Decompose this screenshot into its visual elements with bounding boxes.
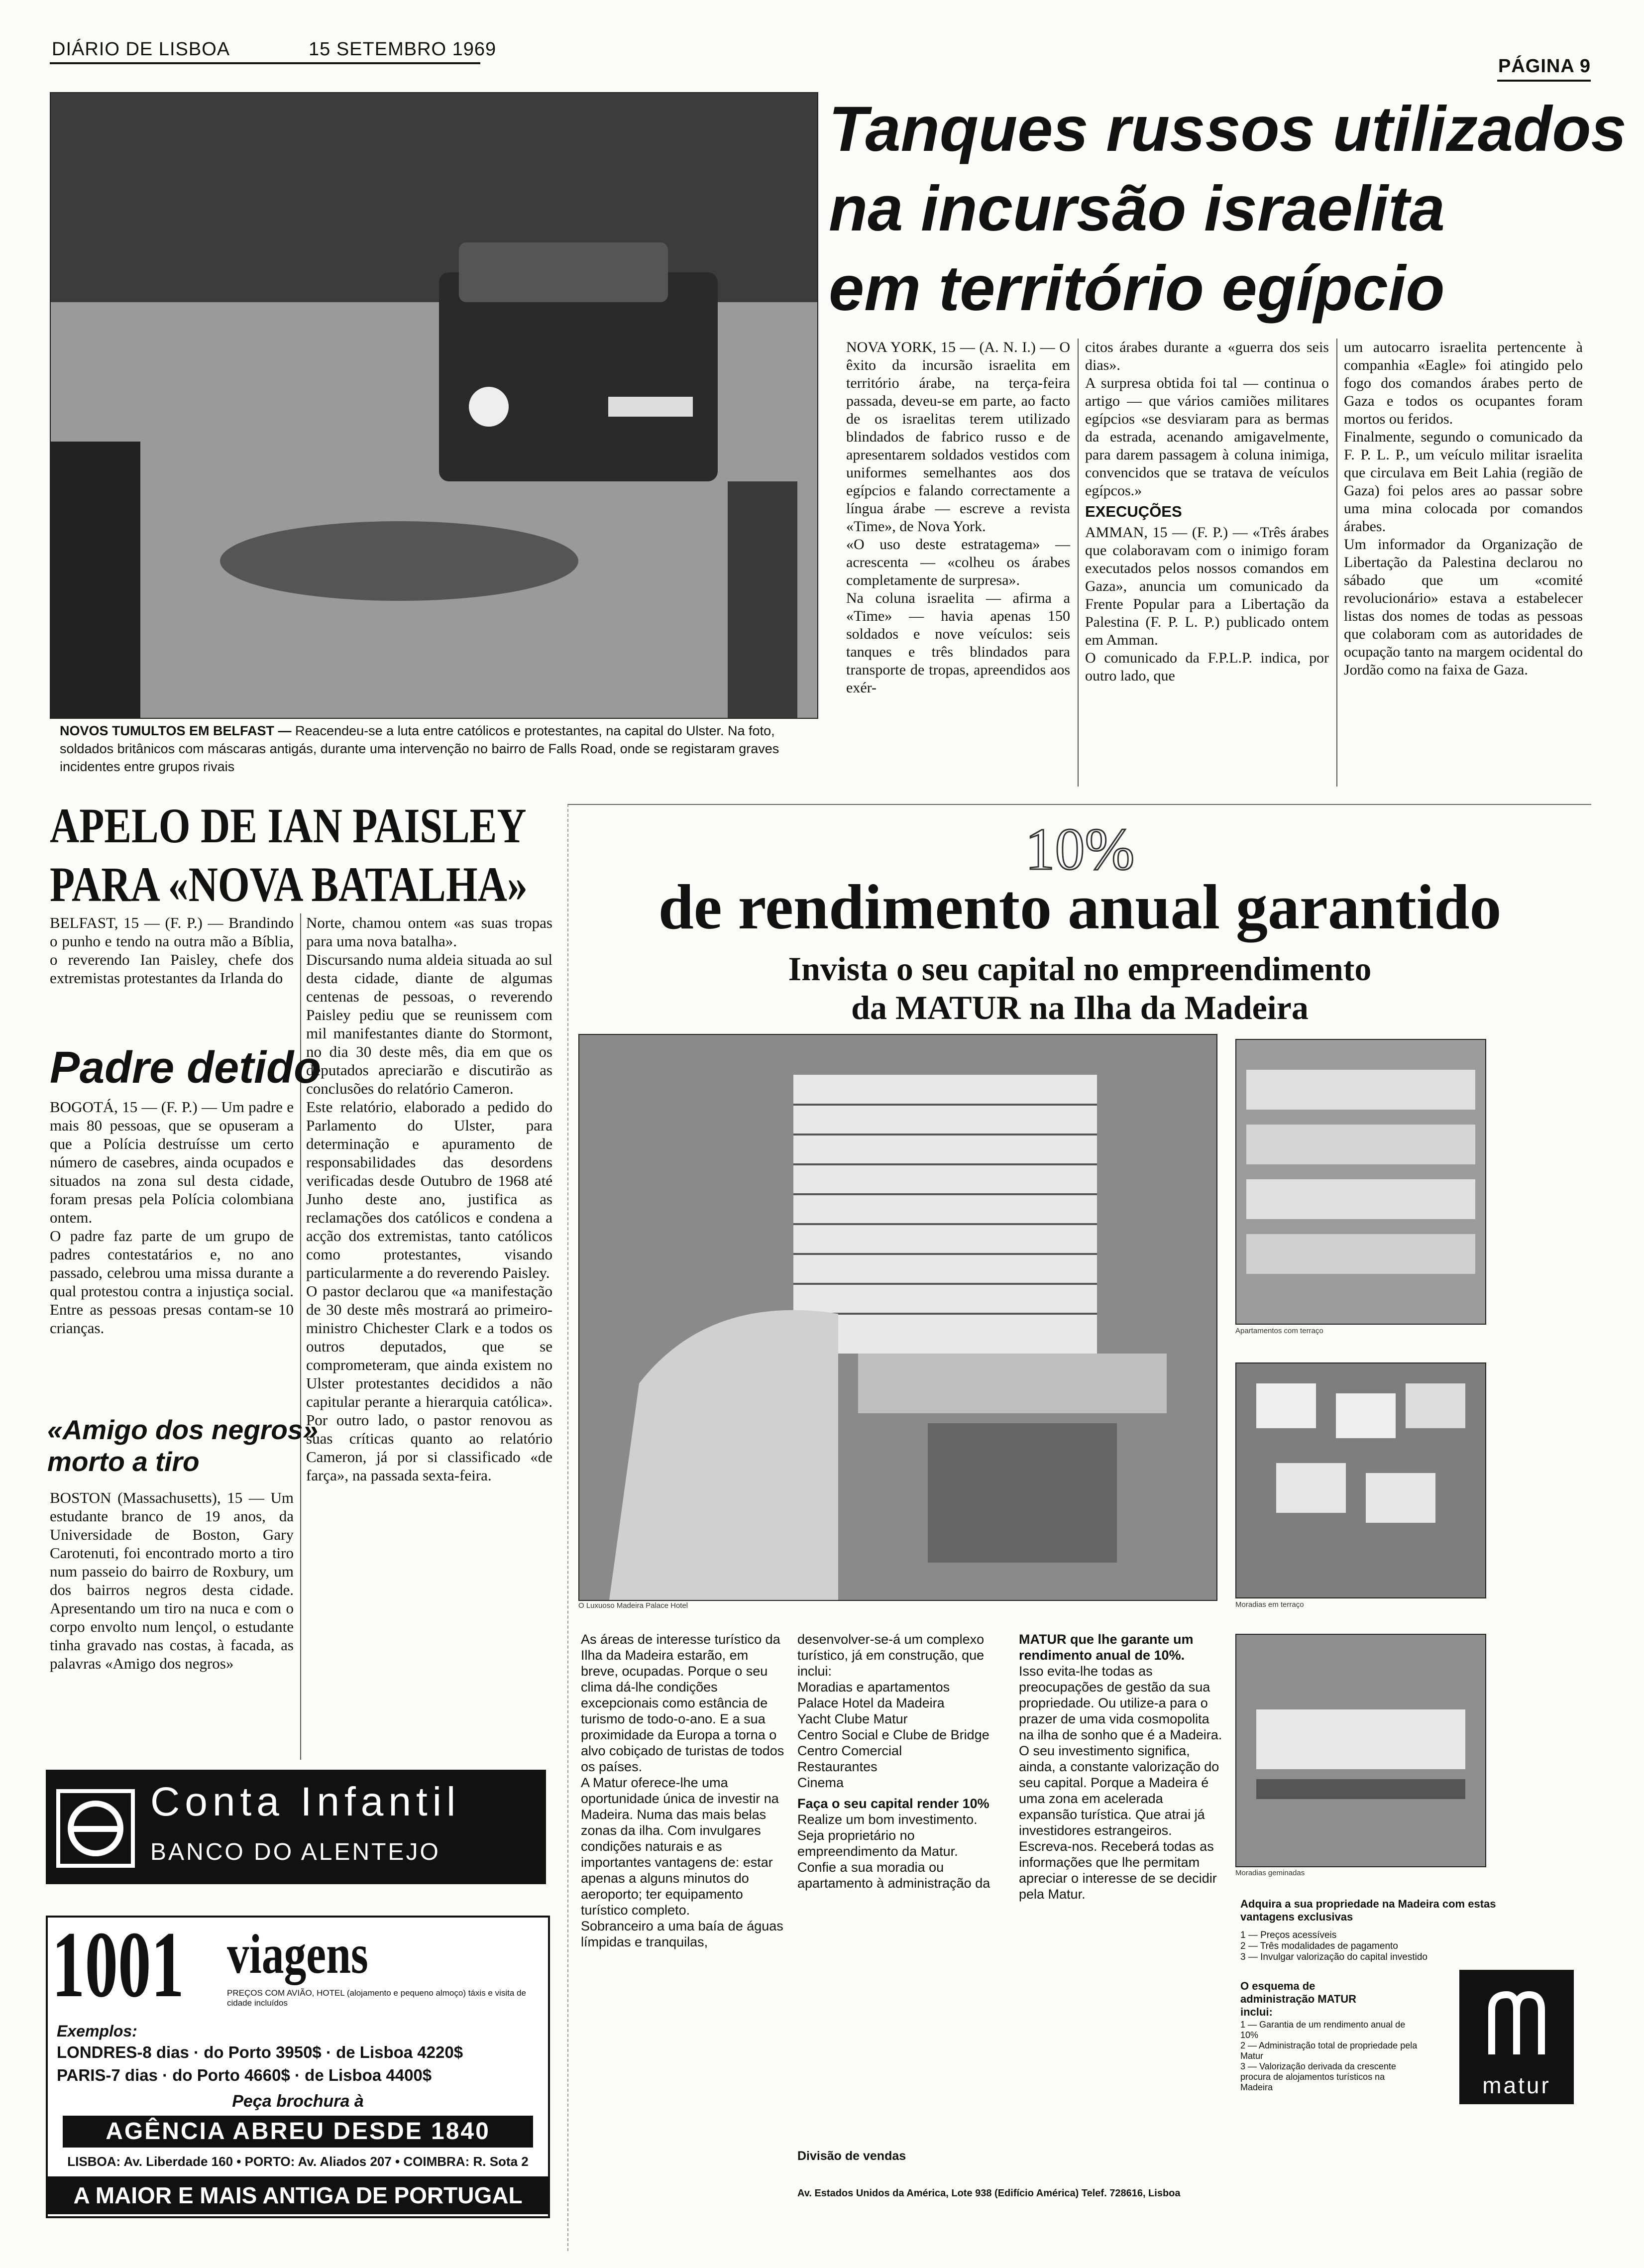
belfast-photo-illustration (51, 93, 817, 718)
belfast-caption-text: Reacendeu-se a luta entre católicos e protestantes, na capital do Ulster. Na foto, soldados britânicos com máscaras antigás, durante uma intervenção no bairro de Falls Road, onde se registaram graves incidentes entre grupos rivais (60, 723, 779, 774)
viagens-slogan: A MAIOR E MAIS ANTIGA DE PORTUGAL (48, 2176, 548, 2214)
amigo-headline (47, 1414, 318, 1477)
viagens-agency: AGÊNCIA ABREU DESDE 1840 (63, 2116, 533, 2148)
hotel-model-illustration (579, 1035, 1216, 1600)
page-number: PÁGINA 9 (1498, 56, 1591, 77)
paisley-column-1: BELFAST, 15 — (F. P.) — Brandindo o punho e tendo na outra mão a Bíblia, o reverendo Ian Paisley, chefe dos extremistas protestantes da Irlanda do (50, 914, 294, 987)
matur-body-column-2a: desenvolver-se-á um complexo turístico, já em construção, que inclui: Moradias e apartamentos Palace Hotel da Madeira Yacht Clube Matur Centro Social e Clube de Bridge Centro Comercial Restaurantes Cinema (797, 1632, 989, 1790)
terrace-houses-illustration (1236, 1363, 1485, 1597)
apartments-illustration (1236, 1040, 1485, 1324)
belfast-caption (60, 722, 811, 776)
matur-advantages-list: 1 — Preços acessíveis 2 — Três modalidades de pagamento 3 — Invulgar valorização do capital investido (1240, 1930, 1427, 1962)
tanques-column-2a: citos árabes durante a «guerra dos seis dias». A surpresa obtida foi tal — continua o artigo — que vários camiões militares egípcios «se desviaram para as bermas da estrada, acenando amigavelmente, para darem passagem à coluna inimiga, convencidos que se tratava de veículos egípcos.» (1085, 339, 1329, 499)
tanques-headline (829, 90, 1627, 329)
viagens-brochure: Peça brochura à (232, 2092, 364, 2111)
viagens-london-line: LONDRES-8 dias · do Porto 3950$ · de Lisboa 4220$ (57, 2043, 463, 2061)
tanques-column-2 (1085, 339, 1329, 685)
matur-subheadline-line-1: Invista o seu capital no empreendimento (788, 950, 1372, 988)
banco-logo-icon (56, 1789, 135, 1868)
matur-ad (567, 804, 1591, 2251)
matur-logo-text: matur (1482, 2072, 1551, 2098)
semi-detached-caption: Moradias geminadas (1235, 1869, 1305, 1877)
viagens-word: viagens (227, 1924, 368, 1985)
matur-body-column-2 (797, 1631, 1001, 1891)
viagens-examples-label: Exemplos: (57, 2022, 137, 2040)
issue-date: 15 SETEMBRO 1969 (309, 39, 497, 60)
matur-subheadline-line-2: da MATUR na Ilha da Madeira (851, 989, 1309, 1026)
tanques-column-2b: AMMAN, 15 — (F. P.) — «Três árabes que colaboravam com o inimigo foram executados pelos nossos comandos em Gaza», anuncia um comunicado da Frente Popular para a Libertação da Palestina (F. P. L. P.) publicado ontem em Amman. O comunicado da F.P.L.P. indica, por outro lado, que (1085, 524, 1329, 684)
semi-detached-photo (1235, 1634, 1486, 1867)
padre-headline: Padre detido (50, 1043, 322, 1093)
hotel-photo (578, 1034, 1217, 1601)
tanques-column-3: um autocarro israelita pertencente à companhia «Eagle» foi atingido pelo fogo dos comandos árabes perto de Gaza e todos os ocupantes foram mortos ou feridos. Finalmente, segundo o comunicado da F. P. L. P., um veículo militar israelita que circulava em Beit Lahia (região de Gaza) foi pelos ares ao passar sobre uma mina colocada por comandos árabes. Um informador da Organização de Libertação da Palestina declarou no sábado que um «comité revolucionário» estava a estabelecer listas dos nomes de todas as pessoas que colaboram com as autoridades de ocupação tanto na margem ocidental do Jordão como na faixa de Gaza. (1344, 339, 1583, 678)
matur-logo (1459, 1970, 1574, 2104)
matur-body-column-2b: Realize um bom investimento. Seja proprietário no empreendimento da Matur. Confie a sua moradia ou apartamento à administração da (797, 1812, 990, 1891)
semi-detached-illustration (1236, 1635, 1485, 1866)
matur-scheme-heading: O esquema de administração MATUR inclui: (1240, 1980, 1357, 2018)
viagens-paris-line: PARIS-7 dias · do Porto 4660$ · de Lisboa 4400$ (57, 2066, 432, 2084)
column-divider (300, 913, 301, 1760)
matur-body-column-2-heading: Faça o seu capital render 10% (797, 1796, 989, 1811)
viagens-number: 1001 (52, 1913, 184, 2017)
tanques-column-1: NOVA YORK, 15 — (A. N. I.) — O êxito da incursão israelita em território árabe, na terça-feira passada, deveu-se em parte, ao facto de os israelitas terem utilizado blindados de fabrico russo e de apresentarem soldados vestidos com uniformes semelhantes aos dos egípcios e falando correctamente a língua árabe — escreve a revista «Time», de Nova York. «O uso deste estratagema» — acrescenta — «colheu os árabes completamente de surpresa». Na coluna israelita — afirma a «Time» — havia apenas 150 soldados e nove veículos: seis tanques e três blindados para transporte de tropas, apreendidos aos exér- (846, 339, 1070, 696)
tanques-headline-line-1: Tanques russos utilizados (829, 94, 1627, 165)
padre-text: BOGOTÁ, 15 — (F. P.) — Um padre e mais 80 pessoas, que se opuseram a que a Polícia destruísse um certo número de casebres, ainda ocupados e situados na zona sul desta cidade, foram presas pela Polícia colombiana ontem. O padre faz parte de um grupo de padres contestatários e, no ano passado, celebrou uma missa durante a qual protestou contra a injustiça social. Entre as pessoas presas contam-se 10 crianças. (50, 1098, 294, 1337)
banco-ad-title: Conta Infantil (150, 1779, 461, 1824)
apartments-caption: Apartamentos com terraço (1235, 1327, 1323, 1335)
paisley-headline (50, 796, 528, 914)
banco-alentejo-ad (46, 1770, 546, 1884)
banco-ad-subtitle: BANCO DO ALENTEJO (150, 1839, 440, 1865)
amigo-headline-line-2: morto a tiro (47, 1446, 200, 1477)
matur-sales-address: Av. Estados Unidos da América, Lote 938 (Edifício América) Telef. 728616, Lisboa (797, 2188, 1181, 2199)
terrace-houses-caption: Moradias em terraço (1235, 1600, 1304, 1609)
amigo-text: BOSTON (Massachusetts), 15 — Um estudante branco de 19 anos, da Universidade de Boston, Gary Carotenuti, foi encontrado morto a tiro num passeio do bairro de Roxbury, um dos bairros negros desta cidade. Apresentando um tiro na nuca e com o corpo envolto num lençol, o estudante tinha gravado nas costas, à facada, as palavras «Amigo dos negros» (50, 1489, 294, 1672)
belfast-caption-title: NOVOS TUMULTOS EM BELFAST — (60, 723, 292, 738)
newspaper-name: DIÁRIO DE LISBOA (52, 39, 230, 60)
belfast-riot-photo (50, 92, 818, 719)
matur-m-icon (1487, 1990, 1546, 2059)
apartments-photo (1235, 1039, 1486, 1325)
header-rule (50, 62, 480, 64)
terrace-houses-photo (1235, 1362, 1486, 1598)
tanques-subhead: EXECUÇÕES (1085, 503, 1182, 520)
matur-body-column-3-heading: MATUR que lhe garante um rendimento anual de 10%. (1019, 1632, 1194, 1663)
matur-body-column-3-text: Isso evita-lhe todas as preocupações de gestão da sua propriedade. Ou utilize-a para o prazer de uma vida cosmopolita na ilha de sonho que é a Madeira. O seu investimento significa, ainda, a constante valorização do seu capital. Porque a Madeira é uma zona em acelerada expansão turística. Que atrai já investidores estrangeiros. Escreva-nos. Receberá todas as informações que lhe permitam apreciar o interesse de se decidir pela Matur. (1019, 1664, 1222, 1902)
matur-advantages-heading: Adquira a sua propriedade na Madeira com estas vantagens exclusivas (1240, 1898, 1496, 1923)
paisley-column-2: Norte, chamou ontem «as suas tropas para uma nova batalha». Discursando numa aldeia situada ao sul desta cidade, diante de algumas centenas de pessoas, o reverendo Paisley pediu que se reunissem com mil manifestantes diante do Stormont, no dia 30 deste mês, dia em que os deputados apreciarão e discutirão as conclusões do relatório Cameron. Este relatório, elaborado a pedido do Parlamento do Ulster, para determinação e apuramento de responsabilidades das desordens verificadas desde Outubro de 1968 até Junho deste ano, justifica as reclamações dos católicos e condena a acção dos extremistas, tanto católicos como protestantes, visando particularmente a do reverendo Paisley. O pastor declarou que «a manifestação de 30 deste mês mostrará ao primeiro-ministro Chichester Clark e a todos os outros deputados, que se comprometeram, que ainda existem no Ulster protestantes decididos a não capitular perante a hierarquia católica». Por outro lado, o pastor renovou as suas críticas quanto ao relatório Cameron, já por si classificado «de farça», na passada sexta-feira. (306, 914, 552, 1484)
matur-headline: de rendimento anual garantido (658, 872, 1502, 942)
matur-body-column-1: As áreas de interesse turístico da Ilha da Madeira estarão, em breve, ocupadas. Porque o seu clima dá-lhe condições excepcionais como estância de turismo de todo-o-ano. E a sua proximidade da Europa a torna o alvo cobiçado de turistas de todos os países. A Matur oferece-lhe uma oportunidade única de investir na Madeira. Numa das mais belas zonas da ilha. Com invulgares condições naturais e as importantes vantagens de: estar apenas a alguns minutos do aeroporto; ter equipamento turístico completo. Sobranceiro a uma baía de águas límpidas e tranquilas, (581, 1632, 784, 1949)
matur-percent: 10% (1025, 816, 1135, 882)
viagens-ad (46, 1913, 550, 2218)
viagens-tagline: PREÇOS COM AVIÃO, HOTEL (alojamento e pequeno almoço) táxis e visita de cidade incluídos (227, 1988, 526, 2008)
matur-scheme-list: 1 — Garantia de um rendimento anual de 10% 2 — Administração total de propriedade pela Matur 3 — Valorização derivada da crescente procura de alojamentos turísticos na Madeira (1240, 2020, 1418, 2092)
hotel-caption: O Luxuoso Madeira Palace Hotel (578, 1601, 688, 1610)
column-divider (1336, 339, 1337, 787)
page-rule (1497, 80, 1591, 82)
paisley-headline-line-1: APELO DE IAN PAISLEY (50, 798, 527, 853)
amigo-headline-line-1: «Amigo dos negros» (47, 1414, 318, 1445)
matur-body-column-3 (1019, 1631, 1223, 1902)
column-divider (1078, 339, 1079, 787)
viagens-addresses: LISBOA: Av. Liberdade 160 • PORTO: Av. Aliados 207 • COIMBRA: R. Sota 2 (67, 2154, 529, 2169)
paisley-headline-line-2: PARA «NOVA BATALHA» (50, 857, 528, 912)
matur-sales-label: Divisão de vendas (797, 2149, 906, 2163)
tanques-headline-line-3: em território egípcio (829, 253, 1445, 324)
tanques-headline-line-2: na incursão israelita (829, 173, 1445, 244)
matur-subheadline (568, 949, 1591, 1027)
